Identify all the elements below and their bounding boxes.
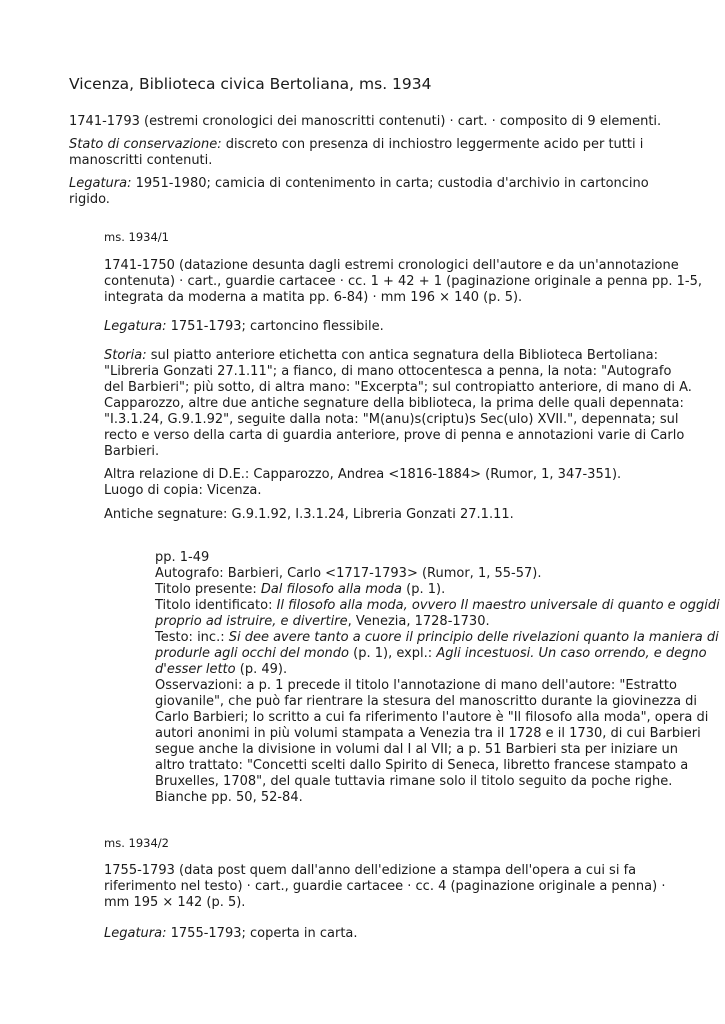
item-heading: ms. 1934/1 (104, 230, 169, 244)
title-identified-value: proprio ad istruire, e divertire (155, 614, 348, 629)
title-present-ref: (p. 1). (402, 582, 446, 597)
text-label: Testo: inc.: (155, 630, 229, 645)
collection-summary: 1741-1793 (estremi cronologici dei manoscritti contenuti) · cart. · composito di 9 elementi. (69, 114, 662, 129)
binding-label: Legatura: (69, 176, 132, 191)
binding-label: Legatura: (104, 319, 167, 334)
item1-desc-line-3: integrata da moderna a matita pp. 6-84) · mm 196 × 140 (p. 5). (104, 290, 523, 305)
content-observations-line-2: giovanile", che può far rientrare la stesura del manoscritto durante la giovinezza di (155, 694, 698, 709)
content-explicit-line-2 (155, 662, 287, 678)
title-identified-tail: , Venezia, 1728-1730. (347, 614, 490, 629)
item1-old-shelfmarks: Antiche segnature: G.9.1.92, I.3.1.24, Libreria Gonzati 27.1.11. (104, 507, 514, 522)
item1-history-line-7: Barbieri. (104, 444, 160, 459)
explicit-label: (p. 1), expl.: (349, 646, 437, 661)
title-identified-label: Titolo identificato: (155, 598, 277, 613)
item1-binding (104, 319, 384, 335)
content-blank-pages: Bianche pp. 50, 52-84. (155, 790, 303, 805)
item1-history-line-5: "I.3.1.24, G.9.1.92", seguite dalla nota: "M(anu)s(criptu)s Sec(ulo) XVII.", depennata; sul (104, 412, 679, 427)
conservation-text: discreto con presenza di inchiostro leggermente acido per tutti i (221, 137, 644, 152)
item2-binding (104, 926, 358, 942)
content-observations-line-3: Carlo Barbieri; lo scritto a cui fa riferimento l'autore è "Il filosofo alla moda", opera di (155, 710, 709, 725)
item1-history-line-1 (104, 348, 658, 364)
item2-desc-line-3: mm 195 × 142 (p. 5). (104, 895, 246, 910)
content-autograph: Autografo: Barbieri, Carlo <1717-1793> (Rumor, 1, 55-57). (155, 566, 542, 581)
item1-history-line-6: recto e verso della carta di guardia anteriore, prove di penna e annotazioni varie di Carlo (104, 428, 685, 443)
incipit-text: produrle agli occhi del mondo (155, 646, 349, 661)
page-title: Vicenza, Biblioteca civica Bertoliana, ms. 1934 (69, 75, 432, 93)
item1-history-line-4: Capparozzo, altre due antiche segnature della biblioteca, la prima delle quali depennata: (104, 396, 684, 411)
item1-history-line-3: del Barbieri"; più sotto, di altra mano: "Excerpta"; sul contropiatto anteriore, di mano di A. (104, 380, 692, 395)
explicit-text: d'esser letto (155, 662, 236, 677)
binding-label: Legatura: (104, 926, 167, 941)
binding-text: 1951-1980; camicia di contenimento in carta; custodia d'archivio in cartoncino (131, 176, 649, 191)
content-observations-line-5: segue anche la divisione in volumi dal I al VII; a p. 51 Barbieri sta per iniziare un (155, 742, 679, 757)
item1-desc-line-1: 1741-1750 (datazione desunta dagli estremi cronologici dell'autore e da un'annotazione (104, 258, 679, 273)
binding-text: 1755-1793; coperta in carta. (166, 926, 358, 941)
title-identified-value: Il filosofo alla moda, ovvero Il maestro universale di quanto e oggidi (276, 598, 720, 613)
content-observations-line-6: altro trattato: "Concetti scelti dallo Spirito di Seneca, libretto francese stampato a (155, 758, 689, 773)
content-incipit-line-1 (155, 630, 719, 646)
item1-desc-line-2: contenuta) · cart., guardie cartacee · cc. 1 + 42 + 1 (paginazione originale a penna pp. 1-5, (104, 274, 703, 289)
binding-line-1 (69, 176, 649, 192)
history-text: sul piatto anteriore etichetta con antica segnatura della Biblioteca Bertoliana: (146, 348, 658, 363)
content-observations-line-4: autori anonimi in più volumi stampata a Venezia tra il 1728 e il 1730, di cui Barbieri (155, 726, 701, 741)
item1-relation: Altra relazione di D.E.: Capparozzo, Andrea <1816-1884> (Rumor, 1, 347-351). (104, 467, 622, 482)
content-pages: pp. 1-49 (155, 550, 210, 565)
content-observations-line-7: Bruxelles, 1708", del quale tuttavia rimane solo il titolo seguito da poche righe. (155, 774, 673, 789)
history-label: Storia: (104, 348, 147, 363)
binding-text: 1751-1793; cartoncino flessibile. (166, 319, 384, 334)
title-present-label: Titolo presente: (155, 582, 261, 597)
content-incipit-line-2 (155, 646, 707, 662)
binding-line-2: rigido. (69, 192, 110, 207)
content-title-present (155, 582, 445, 598)
content-observations-line-1: Osservazioni: a p. 1 precede il titolo l'annotazione di mano dell'autore: "Estratto (155, 678, 677, 693)
conservation-line-2: manoscritti contenuti. (69, 153, 213, 168)
item1-place: Luogo di copia: Vicenza. (104, 483, 262, 498)
explicit-text: Agli incestuosi. Un caso orrendo, e degno (436, 646, 707, 661)
title-present-value: Dal filosofo alla moda (260, 582, 403, 597)
conservation-line-1 (69, 137, 643, 153)
item-heading: ms. 1934/2 (104, 836, 169, 850)
content-title-identified-line-2 (155, 614, 490, 630)
item2-desc-line-1: 1755-1793 (data post quem dall'anno dell'edizione a stampa dell'opera a cui si fa (104, 863, 637, 878)
explicit-ref: (p. 49). (235, 662, 288, 677)
content-title-identified-line-1 (155, 598, 720, 614)
incipit-text: Si dee avere tanto a cuore il principio delle rivelazioni quanto la maniera di (228, 630, 719, 645)
conservation-label: Stato di conservazione: (69, 137, 222, 152)
item1-history-line-2: "Libreria Gonzati 27.1.11"; a fianco, di mano ottocentesca a penna, la nota: "Autografo (104, 364, 672, 379)
item2-desc-line-2: riferimento nel testo) · cart., guardie cartacee · cc. 4 (paginazione originale a penna) · (104, 879, 666, 894)
